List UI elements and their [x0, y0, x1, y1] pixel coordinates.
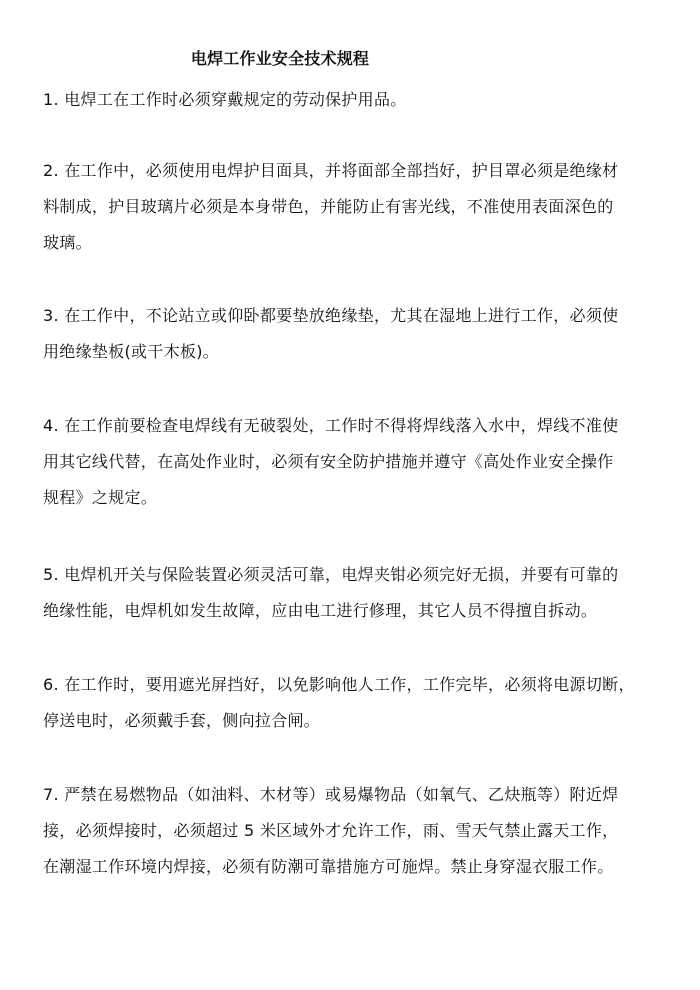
- rule-line: 6. 在工作时，要用遮光屏挡好，以免影响他人工作，工作完毕，必须将电源切断，: [43, 675, 635, 694]
- rule-line: 在潮湿工作环境内焊接，必须有防潮可靠措施方可施焊。禁止身穿湿衣服工作。: [43, 857, 614, 876]
- rule-line: 2. 在工作中，必须使用电焊护目面具，并将面部全部挡好，护目罩必须是绝缘材: [43, 161, 619, 180]
- rule-item-1: [43, 82, 663, 118]
- rule-line: 接，必须焊接时，必须超过 5 米区域外才允许工作，雨、雪天气禁止露天工作，: [43, 821, 619, 840]
- rule-line: 规程》之规定。: [43, 488, 158, 507]
- rule-line: 用其它线代替，在高处作业时，必须有安全防护措施并遵守《高处作业安全操作: [43, 452, 614, 471]
- rule-line: 用绝缘垫板(或干木板)。: [43, 342, 220, 361]
- rule-item-3: [43, 298, 663, 370]
- rule-line: 料制成，护目玻璃片必须是本身带色，并能防止有害光线，不准使用表面深色的: [43, 197, 614, 216]
- rule-line: 7. 严禁在易燃物品（如油料、木材等）或易爆物品（如氧气、乙炔瓶等）附近焊: [43, 785, 619, 804]
- document-title: 电焊工作业安全技术规程: [190, 49, 370, 68]
- rule-item-4: [43, 408, 663, 516]
- rule-line: 4. 在工作前要检查电焊线有无破裂处，工作时不得将焊线落入水中，焊线不准使: [43, 416, 619, 435]
- rule-line: 停送电时，必须戴手套，侧向拉合闸。: [43, 711, 321, 730]
- rule-line: 1. 电焊工在工作时必须穿戴规定的劳动保护用品。: [43, 90, 407, 109]
- rule-item-6: [43, 667, 663, 739]
- rule-line: 绝缘性能，电焊机如发生故障，应由电工进行修理，其它人员不得擅自拆动。: [43, 601, 598, 620]
- rule-item-2: [43, 153, 663, 261]
- rule-line: 3. 在工作中，不论站立或仰卧都要垫放绝缘垫，尤其在湿地上进行工作，必须使: [43, 306, 619, 325]
- rule-line: 玻璃。: [43, 233, 92, 252]
- rule-item-5: [43, 557, 663, 629]
- rule-item-7: [43, 777, 663, 885]
- rule-line: 5. 电焊机开关与保险装置必须灵活可靠，电焊夹钳必须完好无损，并要有可靠的: [43, 565, 619, 584]
